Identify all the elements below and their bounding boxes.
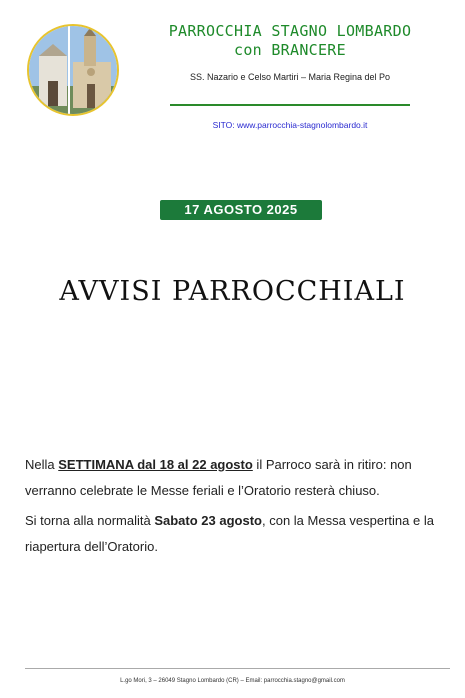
parish-title [140,22,440,60]
notice-paragraph-1 [25,452,455,504]
p2-lead: Si torna alla normalità [25,513,155,528]
notice-paragraph-2 [25,508,455,560]
footer-divider [25,668,450,669]
p1-week-highlight: SETTIMANA dal 18 al 22 agosto [58,457,253,472]
p1-rest: il Parroco sarà in ritiro: non verranno celebrate le Messe feriali e l’Oratorio resterà chiuso. [25,457,412,498]
p1-lead: Nella [25,457,59,472]
parish-website-link[interactable]: SITO: www.parrocchia-stagnolombardo.it [212,120,368,130]
p2-rest: , con la Messa vespertina e la riapertura dell’Oratorio. [25,513,434,554]
page-title: AVVISI PARROCCHIALI [59,276,406,307]
date-badge: 17 AGOSTO 2025 [160,200,322,220]
notice-body [25,452,455,564]
parish-title-line2: con BRANCERE [234,41,346,59]
header-divider [170,104,410,106]
parish-logo [27,24,119,116]
p2-date-highlight: Sabato 23 agosto [154,513,262,528]
parish-saints: SS. Nazario e Celso Martiri – Maria Regina del Po [189,72,391,82]
parish-title-line1: PARROCCHIA STAGNO LOMBARDO [168,22,412,40]
footer-address: L.go Mori, 3 – 26049 Stagno Lombardo (CR) – Email: parrocchia.stagno@gmail.com [120,678,345,684]
